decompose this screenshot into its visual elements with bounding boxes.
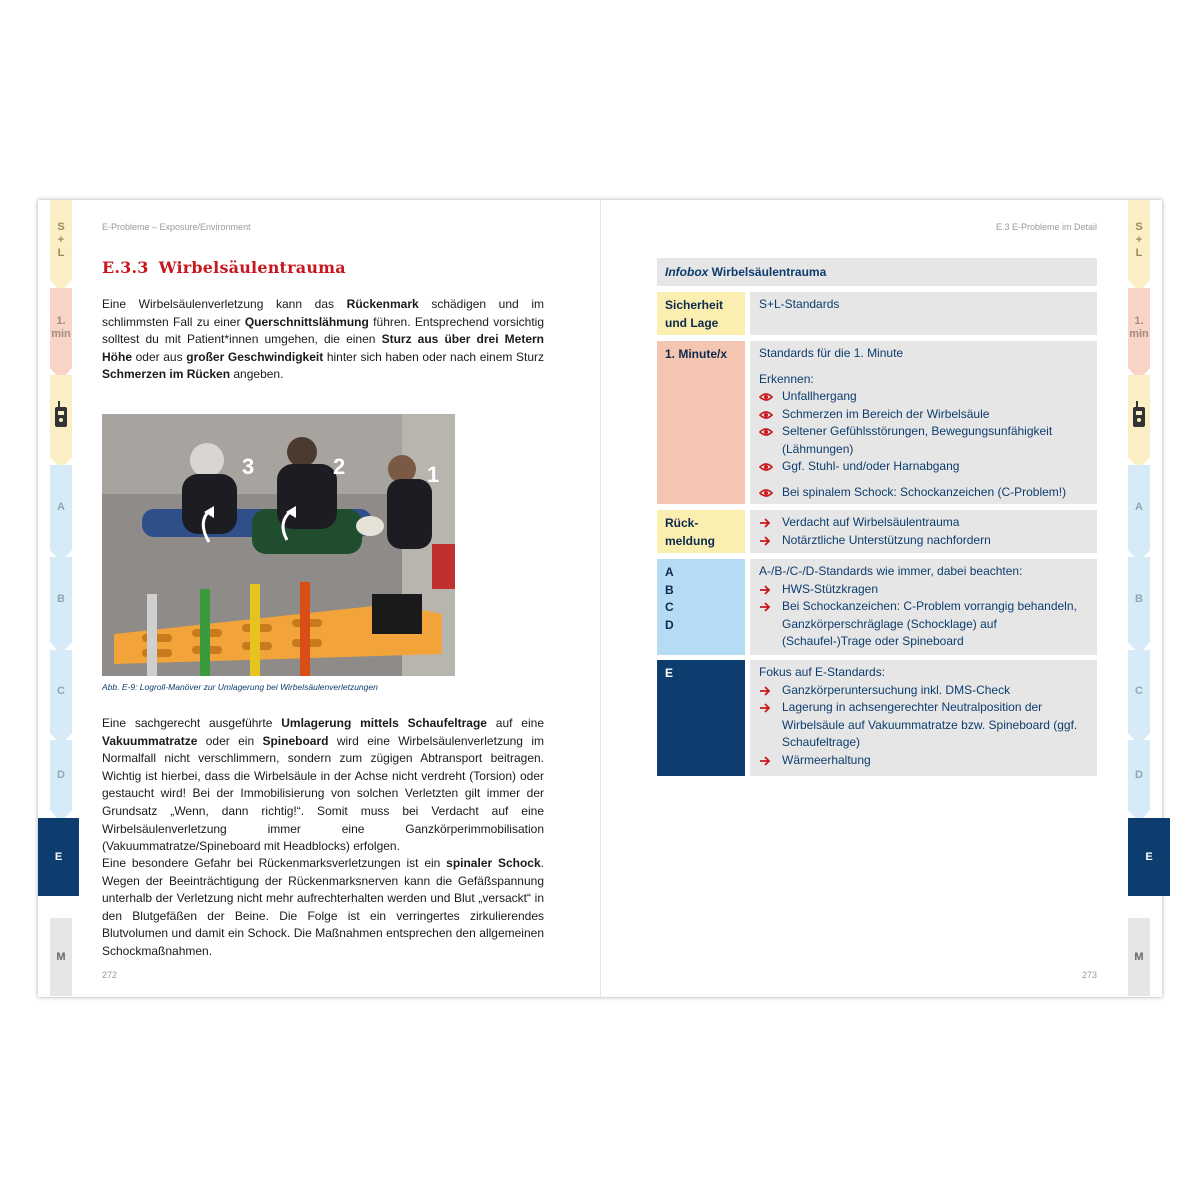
infobox-text: Fokus auf E-Standards:: [759, 665, 886, 679]
chapter-tab-label: +: [57, 233, 65, 246]
emphasis-term: spinaler Schock: [446, 856, 541, 870]
chapter-tab-b[interactable]: [50, 557, 72, 642]
chapter-tab-d[interactable]: [50, 740, 72, 810]
intro-paragraph: Eine Wirbelsäulenverletzung kann das Rückenmark schädigen und im schlimmsten Fall zu einer Querschnittslähmung führen. Entsprechend vorsichtig solltest du mit Patient*innen umgehen, die einen Sturz aus über drei Metern Höhe oder aus großer Geschwindigkeit hinter sich haben oder nach einem Sturz Schmerzen im Rücken angeben.: [102, 297, 545, 382]
radio-icon: [1132, 401, 1146, 431]
infobox-list-text: Verdacht auf Wirbelsäulentrauma: [782, 515, 960, 529]
emphasis-term: Umlagerung mittels Schaufeltrage: [281, 716, 487, 730]
chapter-tab-label: B: [1135, 593, 1143, 605]
spacer: [759, 476, 1089, 484]
radio-icon: [54, 401, 68, 431]
infobox-row-label: Rück-meldung: [657, 510, 745, 553]
emphasis-term: Schmerzen im Rücken: [102, 367, 231, 382]
infobox-list-item: [759, 752, 1089, 770]
chapter-tab-m[interactable]: [1128, 918, 1150, 996]
chapter-tab-b[interactable]: [1128, 557, 1150, 642]
body-paragraph-2: Eine sachgerecht ausgeführte Umlagerung mittels Schaufeltrage auf eine Vakuummatratze oder ein Spineboard wird eine Wirbelsäulenverletzung im Normalfall nicht verschlimmern, sondern zum zügigen Abtransport beitragen. Wichtig ist hierbei, dass die Wirbelsäule in der Achse nicht verdreht (Torsion) oder gestaucht wird! Bei der Immobilisierung von solchen Verletzten gilt immer der Grundsatz „Wenn, dann richtig!“. Somit muss bei Verdacht auf eine Wirbelsäulenverletzung immer eine Ganzkörperimmobilisation (Vakuummatratze/Spineboard mit Headblocks) erfolgen.: [102, 716, 544, 854]
infobox-text: Erkennen:: [759, 371, 814, 386]
infobox-row-content: [750, 341, 1097, 504]
chapter-tab-label: A: [57, 501, 65, 513]
chapter-tab-label: M: [1134, 950, 1144, 963]
infobox-title-italic: Infobox: [665, 265, 709, 279]
chapter-tab-a[interactable]: [1128, 465, 1150, 550]
photo-label-3: 3: [242, 454, 255, 479]
infobox-list-text: Ganzkörperuntersuchung inkl. DMS-Check: [782, 682, 1011, 697]
page-number-left: 272: [102, 970, 118, 980]
infobox-row: [657, 341, 1097, 504]
infobox-list-item: [759, 406, 1089, 424]
chapter-tab-splusl[interactable]: [50, 200, 72, 280]
chapter-tab-label: C: [1135, 685, 1143, 697]
figure-caption: Abb. E-9: Logroll-Manöver zur Umlagerung bei Wirbelsäulenverletzungen: [102, 682, 378, 692]
infobox-row: [657, 660, 1097, 776]
eye-icon: [759, 423, 773, 444]
emphasis-term: Sturz aus über drei Metern Höhe: [102, 332, 545, 364]
infobox-row-label: A B C D: [657, 559, 745, 655]
figure-photo: [102, 414, 455, 676]
infobox-list-item: [759, 682, 1089, 700]
spacer: [759, 363, 1089, 371]
chapter-tab-label: +: [1135, 233, 1143, 246]
infobox-list-text: Lagerung in achsengerechter Neutralposition der Wirbelsäule auf Vakuummatratze bzw. Spineboard (ggf. Schaufeltrage): [782, 700, 1078, 749]
chapter-tab-label: D: [1135, 768, 1143, 781]
emphasis-term: Vakuummatratze: [102, 733, 198, 748]
infobox-list-item: [759, 514, 1089, 532]
emphasis-term: großer Geschwindigkeit: [186, 349, 324, 364]
emphasis-term: Querschnittslähmung: [244, 314, 369, 329]
chapter-tab-label: E: [1145, 850, 1153, 863]
gutter: [600, 200, 601, 997]
chapter-tab-label: 1.: [1134, 315, 1144, 327]
infobox-list-item: [759, 423, 1089, 458]
chapter-tab-label: M: [56, 950, 66, 963]
infobox-list-item: [759, 388, 1089, 406]
chapter-tab-label: L: [1135, 246, 1143, 259]
infobox-list-text: Seltener Gefühlsstörungen, Bewegungsunfähigkeit (Lähmungen): [782, 424, 1053, 456]
arrow-right-icon: [759, 598, 771, 619]
section-title: Wirbelsäulentrauma: [158, 258, 346, 277]
eye-icon: [759, 484, 773, 505]
infobox-title-text: Wirbelsäulentrauma: [711, 265, 827, 279]
section-number: E.3.3: [102, 258, 149, 277]
chapter-tab-1min[interactable]: [1128, 288, 1150, 368]
chapter-tab-e[interactable]: [1128, 818, 1170, 896]
emphasis-term: Spineboard: [262, 733, 329, 748]
infobox-list-item: [759, 458, 1089, 476]
arrow-right-icon: [759, 699, 771, 720]
page-number-right: 273: [1081, 970, 1097, 980]
chapter-tab-label: A: [1135, 501, 1143, 513]
infobox-list-item: [759, 484, 1089, 502]
infobox-list-item: [759, 532, 1089, 550]
infobox-list-text: Ggf. Stuhl- und/oder Harnabgang: [782, 459, 960, 473]
chapter-tab-e[interactable]: [38, 818, 79, 896]
eye-icon: [759, 458, 773, 479]
infobox-text: Standards für die 1. Minute: [759, 346, 904, 360]
chapter-tab-label: B: [57, 593, 65, 605]
chapter-tab-label: D: [57, 768, 65, 781]
infobox-row-content: [750, 559, 1097, 655]
infobox-row-content: [750, 660, 1097, 776]
running-head-left: E-Probleme – Exposure/Environment: [102, 222, 251, 232]
chapter-tab-radio[interactable]: [1128, 375, 1150, 457]
chapter-tab-a[interactable]: [50, 465, 72, 550]
chapter-tab-label: E: [54, 850, 63, 863]
chapter-tab-label: 1.: [56, 315, 66, 327]
chapter-tab-label: min: [1129, 328, 1149, 340]
infobox-list-text: HWS-Stützkragen: [782, 581, 879, 596]
infobox-row: [657, 510, 1097, 553]
infobox-list-text: Bei spinalem Schock: Schockanzeichen (C-Problem!): [782, 484, 1067, 499]
infobox-row-label: 1. Minute/x: [657, 341, 745, 504]
infobox-title: [657, 258, 1097, 286]
chapter-tab-c[interactable]: [1128, 650, 1150, 733]
infobox-row: [657, 292, 1097, 335]
chapter-tab-1min[interactable]: [50, 288, 72, 368]
infobox-text: S+L-Standards: [759, 297, 840, 311]
infobox-row-content: [750, 292, 1097, 335]
infobox-list-item: [759, 598, 1089, 651]
chapter-tab-radio[interactable]: [50, 375, 72, 457]
infobox-list-item: [759, 699, 1089, 752]
infobox-list-text: Notärztliche Unterstützung nachfordern: [782, 532, 991, 547]
chapter-tab-m[interactable]: [50, 918, 72, 996]
running-head-right: E.3 E-Probleme im Detail: [995, 222, 1097, 232]
section-heading: [102, 258, 346, 277]
infobox-text: A-/B-/C-/D-Standards wie immer, dabei beachten:: [759, 564, 1023, 578]
chapter-tab-splusl[interactable]: [1128, 200, 1150, 280]
chapter-tab-label: L: [57, 246, 65, 259]
infobox-row-label: Sicherheit und Lage: [657, 292, 745, 335]
infobox-row-content: [750, 510, 1097, 553]
emphasis-term: Rückenmark: [346, 297, 419, 311]
infobox-row-label: E: [657, 660, 745, 776]
chapter-tab-label: C: [57, 685, 65, 697]
chapter-tab-label: S: [1135, 220, 1143, 233]
chapter-tab-d[interactable]: [1128, 740, 1150, 810]
chapter-tab-label: min: [51, 328, 71, 340]
arrow-right-icon: [759, 532, 771, 553]
infobox-list-text: Unfallhergang: [782, 389, 857, 403]
logroll-photo-illustration: [102, 414, 455, 676]
photo-label-2: 2: [333, 454, 346, 479]
infobox-list-text: Schmerzen im Bereich der Wirbelsäule: [782, 406, 990, 421]
arrow-right-icon: [759, 752, 771, 773]
photo-label-1: 1: [427, 462, 440, 487]
infobox-list-item: [759, 581, 1089, 599]
chapter-tab-label: S: [57, 220, 65, 233]
infobox-row: [657, 559, 1097, 655]
infobox-list-text: Bei Schockanzeichen: C-Problem vorrangig behandeln, Ganzkörperschräglage (Schocklage) auf (Schaufel-)Trage oder Spineboard: [782, 599, 1077, 648]
chapter-tab-c[interactable]: [50, 650, 72, 733]
body-paragraph-3: Eine besondere Gefahr bei Rückenmarksverletzungen ist ein spinaler Schock. Wegen der Beeinträchtigung der Rückenmarksnerven kann die Gefäßspannung unterhalb der Verletzung nicht mehr aufrechterhalten werden und Blut „versackt“ in den Blutgefäßen der Beine. Die Folge ist ein verringertes zirkulierendes Blutvolumen und damit ein Schock. Die Maßnahmen entsprechen den allgemeinen Schockmaßnahmen.: [102, 856, 544, 958]
infobox-list-text: Wärmeerhaltung: [782, 752, 871, 767]
